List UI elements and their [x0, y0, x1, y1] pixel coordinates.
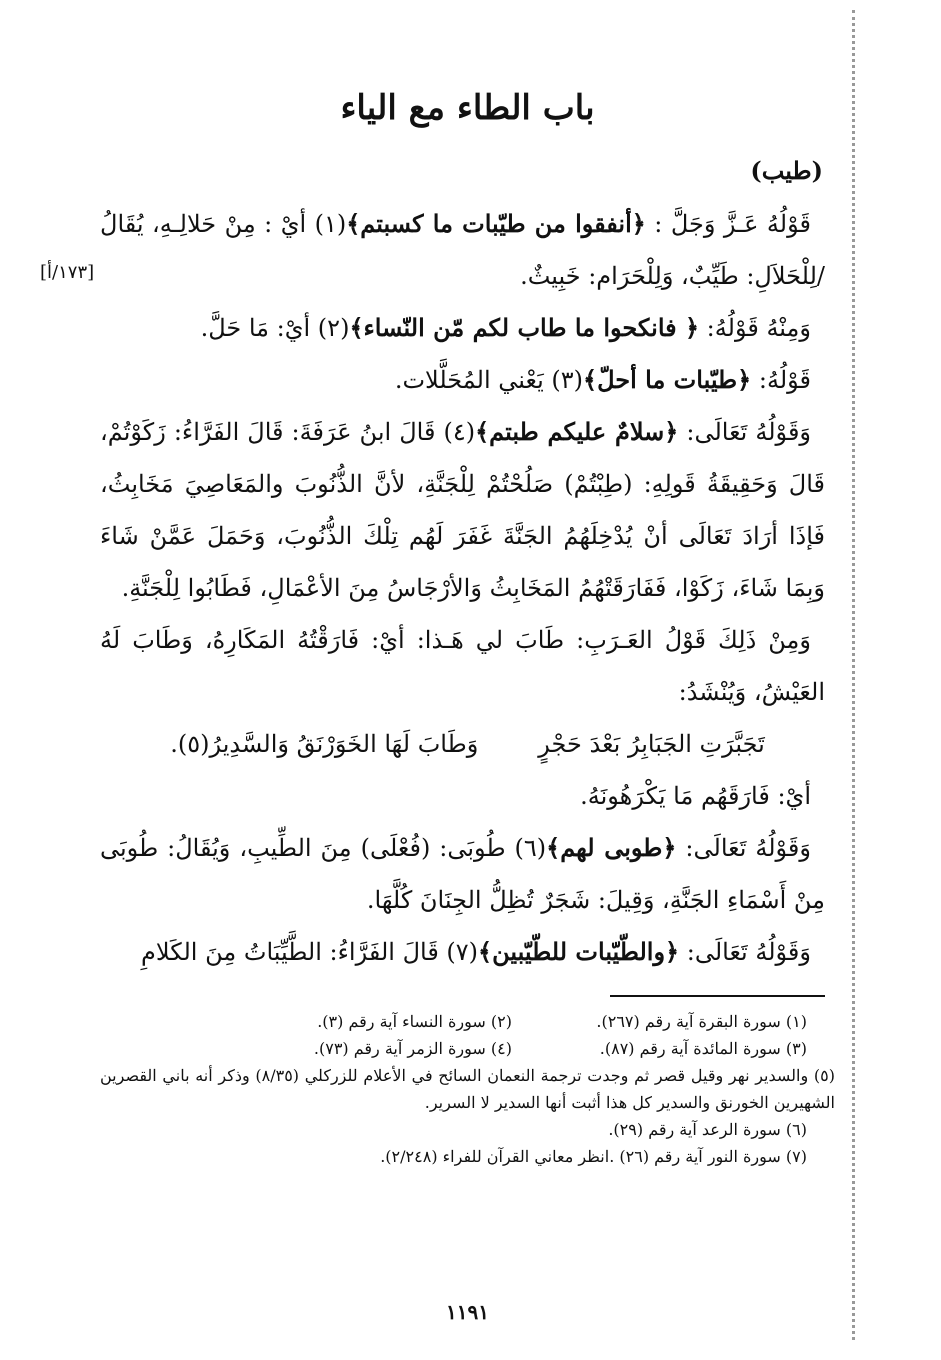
verse-first-hemistich: تَجَبَّرَتِ الجَبَابِرُ بَعْدَ حَجْرٍ: [538, 730, 765, 758]
chapter-title: باب الطاء مع الياء: [340, 88, 595, 128]
footnote-1: (١) سورة البقرة آية رقم (٢٦٧).: [596, 1012, 807, 1031]
quran-quote: ﴿سلامٌ عليكم طبتم﴾: [475, 417, 679, 446]
manuscript-folio-marker: [١٧٣/أ]: [40, 262, 95, 283]
paragraph-3: قَوْلُهُ: ﴿طيّبات ما أحلّ﴾(٣) يَعْني المُحَلَّلات.: [394, 365, 811, 394]
footnote-row: [100, 1035, 835, 1062]
quran-quote: ﴿طوبى لهم﴾: [546, 833, 677, 862]
paragraph-5: وَمِنْ ذَلِكَ قَوْلُ العَـرَبِ: طَابَ لي هَـذا: أيْ: فَارَقْتُهُ المَكَارِهُ، وَطَابَ لَهُ العَيْشُ، وَيُنْشَدُ:: [100, 626, 825, 706]
entry-body: [100, 198, 835, 978]
paragraph-6: وَقَوْلُهُ تَعَالَى: ﴿طوبى لهم﴾(٦) طُوبَى: (فُعْلَى) مِنَ الطِّيبِ، وَيُقَالُ: طُوبَى مِنْ أَسْمَاءِ الجَنَّةِ، وَقِيلَ: شَجَرٌ تُظِلُّ الجِنَانَ كُلَّهَا.: [100, 833, 825, 914]
footnote-5: (٥) والسدير نهر وقيل قصر ثم وجدت ترجمة النعمان السائح في الأعلام للزركلي (٨/٣٥) وذكر أنه باني القصرين الشهيرين الخورنق والسدير كل هذا أثبت أنها السدير لا السرير.: [100, 1066, 835, 1112]
quran-quote: ﴿ فانكحوا ما طاب لكم مّن النّساء﴾: [349, 313, 700, 342]
footnote-separator: [610, 995, 825, 997]
page: [40, 0, 835, 1360]
paragraph-1: قَوْلُهُ عَـزَّ وَجَلَّ : ﴿أنفقوا من طيّبات ما كسبتم﴾(١) أيْ : مِنْ حَلالِـهِ، يُقَالُ /لِلْحَلاَلِ: طَيِّبٌ، وَلِلْحَرَام: خَبِيثٌ.: [100, 209, 825, 290]
footnote-7: (٧) سورة النور آية رقم (٢٦) .انظر معاني القرآن للفراء (٢/٢٤٨).: [380, 1147, 807, 1166]
root-heading: (طيب): [750, 156, 823, 185]
paragraph-after-verse: أيْ: فَارَقَهُم مَا يَكْرَهُونَهُ.: [580, 782, 811, 810]
footnote-6: (٦) سورة الرعد آية رقم (٢٩).: [608, 1120, 807, 1139]
margin-dotted-rule: [852, 10, 855, 1340]
paragraph-2: وَمِنْهُ قَوْلُهُ: ﴿ فانكحوا ما طاب لكم مّن النّساء﴾(٢) أيْ: مَا حَلَّ.: [200, 313, 811, 342]
footnote-4: (٤) سورة الزمر آية رقم (٧٣).: [313, 1039, 512, 1058]
quran-quote: ﴿والطّيّبات للطّيّبين﴾: [478, 937, 680, 966]
footnote-2: (٢) سورة النساء آية رقم (٣).: [317, 1012, 512, 1031]
verse-second-hemistich: وَطَابَ لَهَا الخَوَرْنَقُ وَالسَّدِيرُ(٥).: [170, 730, 479, 758]
quran-quote: ﴿طيّبات ما أحلّ﴾: [583, 365, 752, 394]
footnote-3: (٣) سورة المائدة آية رقم (٨٧).: [599, 1039, 807, 1058]
quran-quote: ﴿أنفقوا من طيّبات ما كسبتم﴾: [346, 209, 646, 238]
page-number: ١١٩١: [446, 1300, 489, 1324]
footnote-row: [100, 1008, 835, 1035]
footnotes: [100, 1008, 835, 1170]
paragraph-7: وَقَوْلُهُ تَعَالَى: ﴿والطّيّبات للطّيّبين﴾(٧) قَالَ الفَرَّاءُ: الطَّيِّبَاتُ مِنَ الكَلامِ: [141, 937, 811, 966]
poetry-verse: [100, 718, 835, 770]
paragraph-4: وَقَوْلُهُ تَعَالَى: ﴿سلامٌ عليكم طبتم﴾(٤) قَالَ ابنُ عَرَفَةَ: قَالَ الفَرَّاءُ: زَكَوْتُمْ، قَالَ وَحَقِيقَةُ قَولِهِ: (طِبْتُمْ) صَلُحْتُمْ لِلْجَنَّةِ، لأنَّ الذُّنُوبَ والمَعَاصِيَ مَخَابِثُ، فَإذَا أرَادَ تَعَالَى أنْ يُدْخِلَهُمُ الجَنَّةَ غَفَرَ لَهُم تِلْكَ الذُّنُوبَ، وَحَمَلَ عَمَّنْ شَاءَ وَبِمَا شَاءَ، زَكَوْا، فَفَارَقَتْهُمُ المَخَابِثُ وَالأرْجَاسُ مِنَ الأعْمَالِ، فَطَابُوا لِلْجَنَّةِ.: [100, 417, 825, 602]
